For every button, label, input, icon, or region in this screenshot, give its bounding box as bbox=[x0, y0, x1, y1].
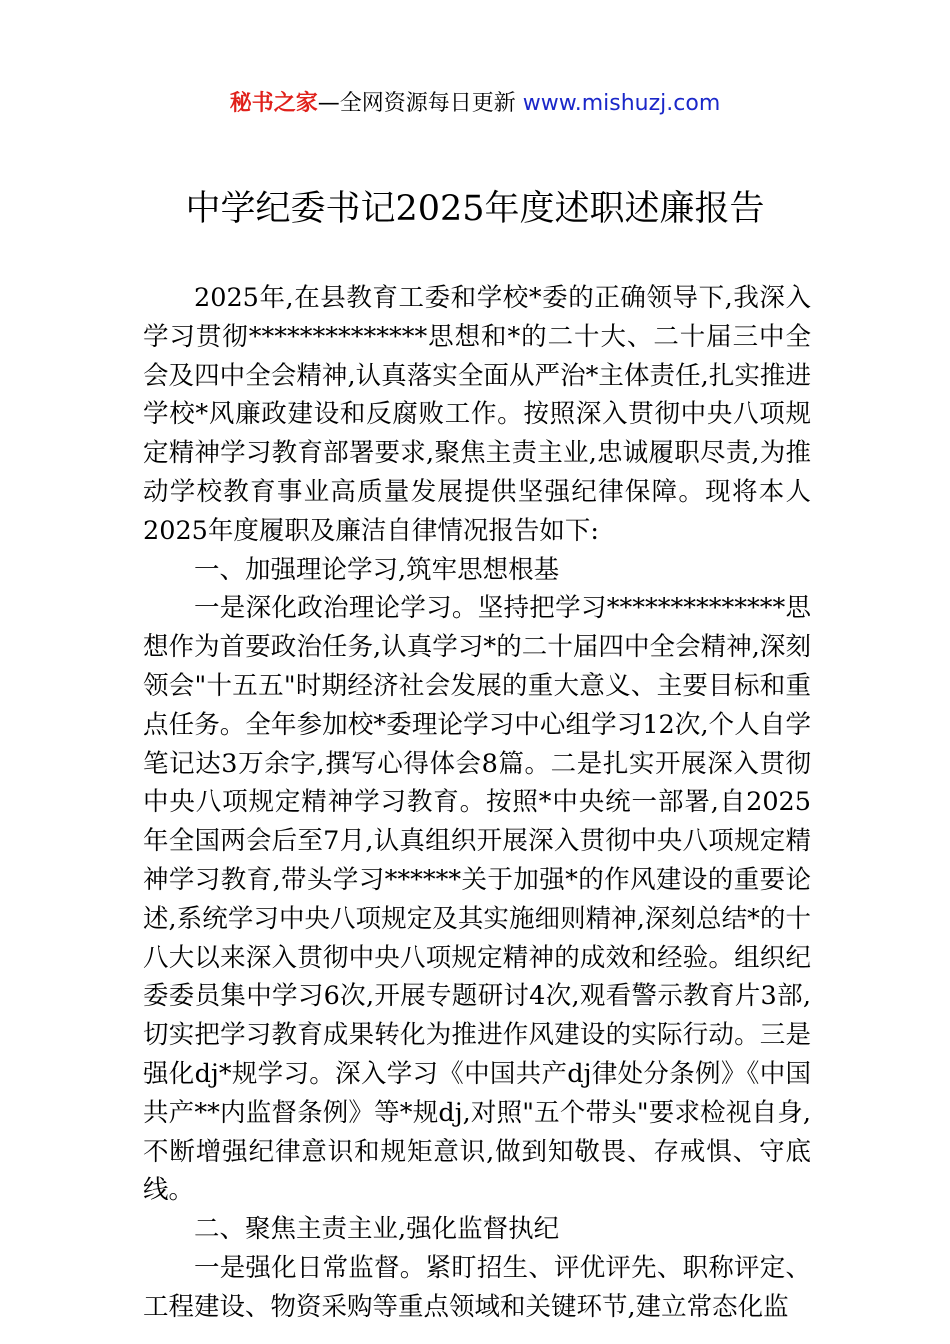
banner-tagline: —全网资源每日更新 bbox=[317, 91, 523, 116]
section-2-paragraph: 一是强化日常监督。紧盯招生、评优评先、职称评定、工程建设、物资采购等重点领域和关键环节,建立常态化监 bbox=[143, 1252, 811, 1322]
section-1-paragraph: 一是深化政治理论学习。坚持把学习**************思想作为首要政治任务,认真学习*的二十届四中全会精神,深刻领会"十五五"时期经济社会发展的重大意义、主要目标和重点任务。全年参加校*委理论学习中心组学习12次,个人自学笔记达3万余字,撰写心得体会8篇。二是扎实开展深入贯彻中央八项规定精神学习教育。按照*中央统一部署,自2025年全国两会后至7月,认真组织开展深入贯彻中央八项规定精神学习教育,带头学习******关于加强*的作风建设的重要论述,系统学习中央八项规定及其实施细则精神,深刻总结*的十八大以来深入贯彻中央八项规定精神的成效和经验。组织纪委委员集中学习6次,开展专题研讨4次,观看警示教育片3部,切实把学习教育成果转化为推进作风建设的实际行动。三是强化dj*规学习。深入学习《中国共产dj律处分条例》《中国共产**内监督条例》等*规dj,对照"五个带头"要求检视自身,不断增强纪律意识和规矩意识,做到知敬畏、存戒惧、守底线。 bbox=[143, 593, 811, 1206]
section-heading-2: 二、聚焦主责主业,强化监督执纪 bbox=[194, 1214, 560, 1245]
document-body bbox=[143, 279, 811, 1327]
document-title: 中学纪委书记2025年度述职述廉报告 bbox=[185, 189, 765, 229]
section-heading-1: 一、加强理论学习,筑牢思想根基 bbox=[194, 554, 560, 585]
brand-name: 秘书之家 bbox=[229, 91, 318, 116]
intro-paragraph: 2025年,在县教育工委和学校*委的正确领导下,我深入学习贯彻**************思想和*的二十大、二十届三中全会及四中全会精神,认真落实全面从严治*主体责任,扎实推进学校*风廉政建设和反腐败工作。按照深入贯彻中央八项规定精神学习教育部署要求,聚焦主责主业,忠诚履职尽责,为推动学校教育事业高质量发展提供坚强纪律保障。现将本人2025年度履职及廉洁自律情况报告如下: bbox=[143, 283, 811, 546]
site-banner bbox=[0, 88, 950, 120]
site-url-link[interactable]: www.mishuzj.com bbox=[522, 91, 721, 116]
